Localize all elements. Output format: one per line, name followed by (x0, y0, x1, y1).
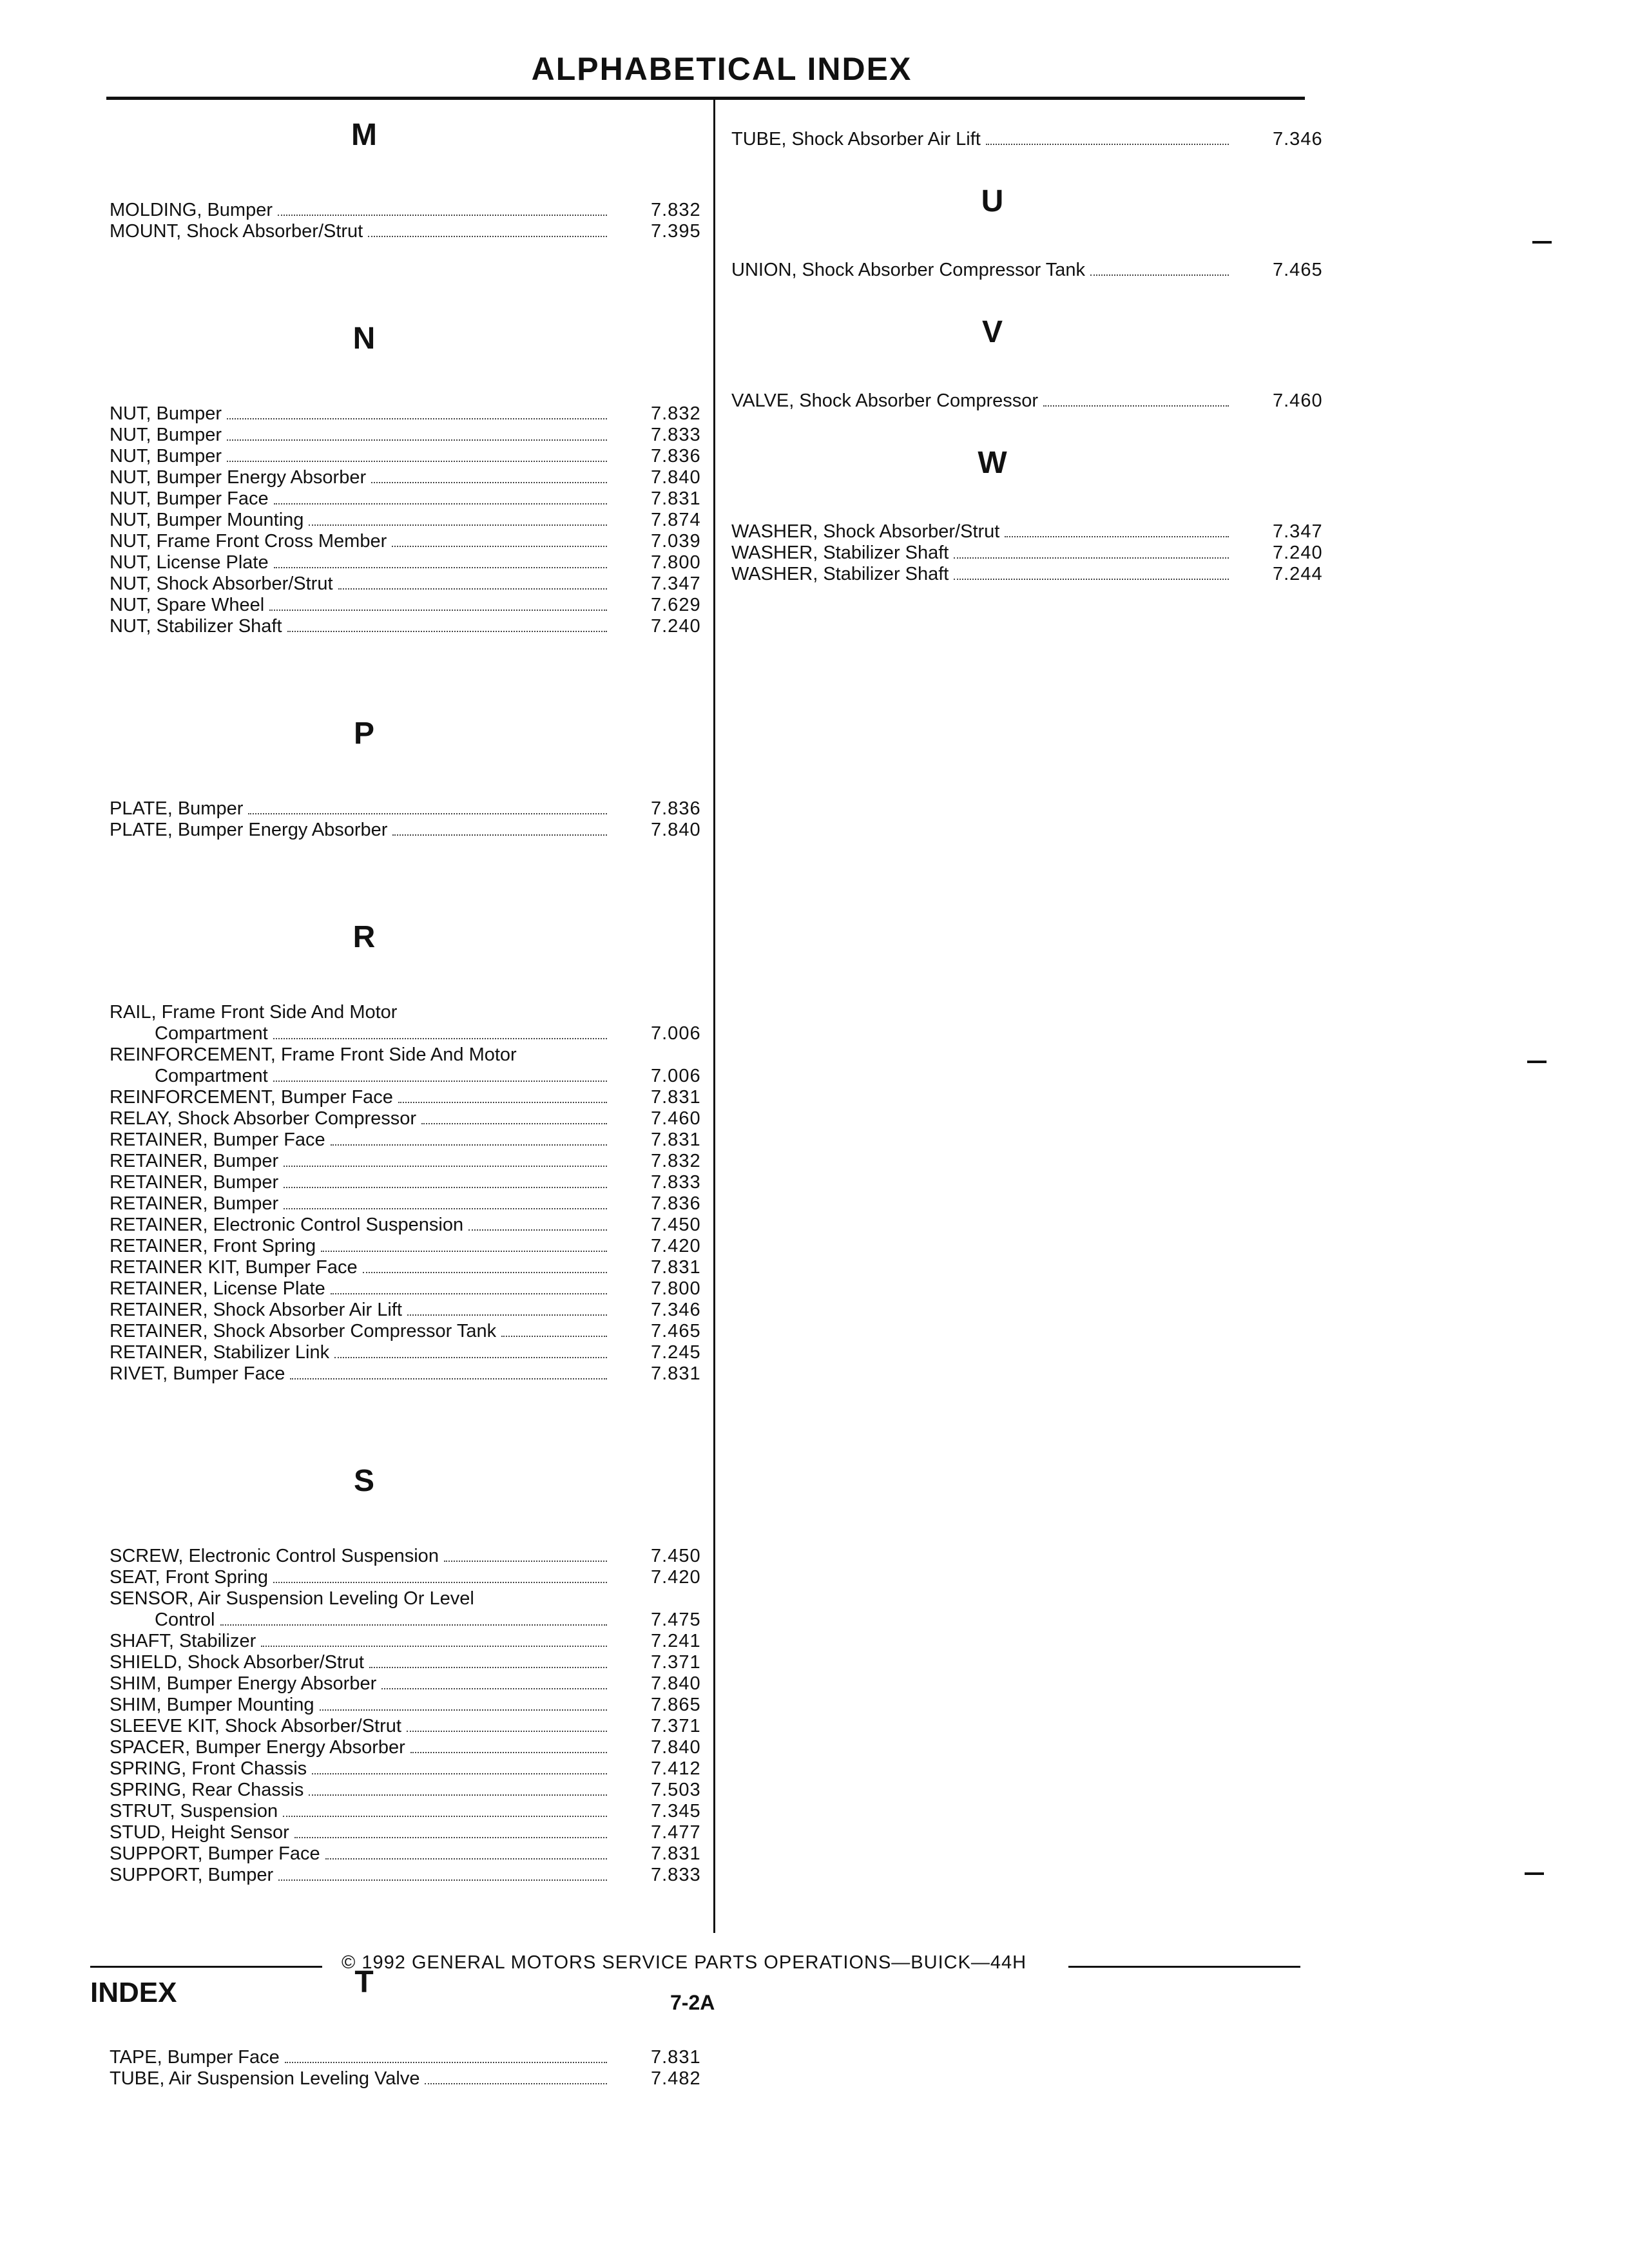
dot-leader (321, 1250, 607, 1252)
list-item (731, 390, 1331, 412)
dot-leader (421, 1122, 607, 1124)
page-number: 7.836 (651, 446, 701, 466)
list-item (110, 1758, 709, 1780)
dot-leader (986, 143, 1229, 145)
list-item-heading (110, 1044, 709, 1066)
list-item (731, 543, 1331, 564)
entry-name: SUPPORT, Bumper (110, 1865, 274, 1885)
section-spacer (110, 1385, 709, 1462)
list-item (110, 510, 709, 531)
list-item (110, 1129, 709, 1151)
dot-leader (425, 2082, 607, 2084)
dot-leader (290, 1378, 607, 1379)
dot-leader (309, 1794, 607, 1796)
dot-leader (227, 460, 607, 462)
page-number: 7.832 (651, 200, 701, 220)
footer-rule-right (1068, 1966, 1300, 1968)
dot-leader (284, 1186, 607, 1188)
list-item (110, 1673, 709, 1695)
index-section (110, 715, 709, 841)
page-number: 7.006 (651, 1023, 701, 1044)
page-number: 7.831 (651, 1363, 701, 1384)
list-item (110, 446, 709, 467)
entry-name: NUT, Spare Wheel (110, 595, 265, 615)
index-section (731, 444, 1331, 585)
dot-leader (407, 1730, 607, 1732)
dot-leader (274, 566, 607, 568)
page-number: 7.346 (651, 1300, 701, 1320)
page-number: 7.832 (651, 1151, 701, 1171)
footer-copyright: © 1992 GENERAL MOTORS SERVICE PARTS OPERATIONS—BUICK—44H (342, 1952, 1027, 1973)
dot-leader (363, 1271, 607, 1273)
entry-name: RETAINER, Bumper (110, 1172, 279, 1193)
list-item (110, 467, 709, 488)
dot-leader (269, 609, 607, 611)
dot-leader (331, 1293, 607, 1294)
page-number: 7.371 (651, 1716, 701, 1736)
entry-name: RAIL, Frame Front Side And Motor (110, 1002, 398, 1023)
dot-leader (398, 1101, 607, 1103)
page-number: 7.412 (651, 1758, 701, 1779)
page-number: 7.460 (651, 1108, 701, 1129)
entry-name: WASHER, Stabilizer Shaft (731, 543, 949, 563)
list-item (110, 1066, 709, 1087)
list-item-heading (110, 1002, 709, 1023)
list-item (110, 403, 709, 425)
entry-name: VALVE, Shock Absorber Compressor (731, 390, 1039, 411)
entry-name: TUBE, Shock Absorber Air Lift (731, 129, 981, 149)
entry-name: NUT, Bumper Energy Absorber (110, 467, 367, 488)
list-item (110, 531, 709, 552)
page-number: 7.840 (651, 467, 701, 488)
entry-name: SHIM, Bumper Mounting (110, 1695, 314, 1715)
entry-name: SENSOR, Air Suspension Leveling Or Level (110, 1588, 474, 1609)
entry-list (731, 390, 1331, 412)
dot-leader (501, 1335, 607, 1337)
entry-name: NUT, Bumper Face (110, 488, 269, 509)
page-number: 7.482 (651, 2068, 701, 2089)
entry-name: NUT, Frame Front Cross Member (110, 531, 387, 552)
entry-name: SUPPORT, Bumper Face (110, 1843, 320, 1864)
page-number: 7.420 (651, 1567, 701, 1588)
list-item (110, 1737, 709, 1758)
dot-leader (468, 1229, 607, 1231)
list-item (110, 1822, 709, 1843)
page-number: 7.503 (651, 1780, 701, 1800)
list-item (110, 1300, 709, 1321)
left-column (110, 116, 709, 2090)
entry-name: NUT, Bumper (110, 425, 222, 445)
dot-leader (273, 1581, 607, 1583)
list-item (110, 488, 709, 510)
list-item (110, 595, 709, 616)
entry-name: SPRING, Rear Chassis (110, 1780, 304, 1800)
dot-leader (1090, 274, 1229, 276)
list-item (110, 2047, 709, 2068)
entry-name: RETAINER, Shock Absorber Compressor Tank (110, 1321, 497, 1341)
list-item (731, 129, 1331, 150)
entry-name: RETAINER, Shock Absorber Air Lift (110, 1300, 402, 1320)
entry-name-continued: Control (155, 1610, 215, 1630)
margin-mark (1532, 241, 1552, 244)
section-letter: V (981, 315, 1003, 349)
entry-name: RETAINER, Bumper (110, 1151, 279, 1171)
section-spacer (731, 281, 1331, 313)
index-section (110, 116, 709, 242)
entry-name: NUT, Shock Absorber/Strut (110, 573, 333, 594)
list-item (110, 1278, 709, 1300)
entry-name: TAPE, Bumper Face (110, 2047, 280, 2068)
page-number: 7.833 (651, 1172, 701, 1193)
section-letter: W (978, 446, 1007, 480)
entry-name: RETAINER, Front Spring (110, 1236, 316, 1256)
entry-name: RELAY, Shock Absorber Compressor (110, 1108, 417, 1129)
dot-leader (227, 418, 607, 419)
list-item (110, 1236, 709, 1257)
page-number: 7.831 (651, 1129, 701, 1150)
dot-leader (273, 1080, 607, 1082)
page-number: 7.039 (651, 531, 701, 552)
column-divider (713, 100, 715, 1933)
index-section (110, 1462, 709, 1886)
list-item (110, 1567, 709, 1588)
dot-leader (331, 1144, 607, 1146)
dot-leader (410, 1751, 607, 1753)
page-number: 7.347 (1273, 521, 1323, 542)
dot-leader (274, 503, 607, 505)
page-number: 7.629 (651, 595, 701, 615)
section-letter: N (352, 322, 376, 356)
page-number: 7.006 (651, 1066, 701, 1086)
list-item (110, 1546, 709, 1567)
right-column (731, 129, 1331, 585)
page-number: 7.245 (651, 1342, 701, 1363)
list-item (110, 1610, 709, 1631)
list-item (110, 1843, 709, 1865)
page-number: 7.477 (651, 1822, 701, 1843)
entry-name-continued: Compartment (155, 1023, 268, 1044)
list-item (110, 798, 709, 820)
footer-rule-left (90, 1966, 322, 1968)
entry-name: NUT, Stabilizer Shaft (110, 616, 282, 637)
page-number: 7.345 (651, 1801, 701, 1821)
page-number: 7.475 (651, 1610, 701, 1630)
entry-name: SHAFT, Stabilizer (110, 1631, 256, 1651)
list-item (110, 1321, 709, 1342)
list-item (110, 1215, 709, 1236)
section-letter: T (354, 1965, 374, 1999)
dot-leader (1043, 405, 1229, 407)
entry-name: MOUNT, Shock Absorber/Strut (110, 221, 363, 242)
dot-leader (368, 235, 607, 237)
entry-name: RETAINER, Stabilizer Link (110, 1342, 330, 1363)
list-item (110, 425, 709, 446)
page-number: 7.874 (651, 510, 701, 530)
page-number: 7.244 (1273, 564, 1323, 584)
list-item (110, 1193, 709, 1215)
page-number: 7.420 (651, 1236, 701, 1256)
page-title: ALPHABETICAL INDEX (531, 51, 912, 87)
page-number: 7.831 (651, 1843, 701, 1864)
dot-leader (320, 1709, 607, 1711)
entry-name: RETAINER KIT, Bumper Face (110, 1257, 358, 1278)
footer-section-label: INDEX (90, 1977, 177, 2008)
page-number: 7.346 (1273, 129, 1323, 149)
list-item-heading (110, 1588, 709, 1610)
entry-name-continued: Compartment (155, 1066, 268, 1086)
entry-name: WASHER, Stabilizer Shaft (731, 564, 949, 584)
dot-leader (444, 1560, 607, 1562)
list-item (110, 552, 709, 573)
index-section (731, 313, 1331, 412)
entry-list (110, 1002, 709, 1385)
page-number: 7.836 (651, 798, 701, 819)
list-item (110, 1023, 709, 1044)
list-item (110, 1087, 709, 1108)
section-spacer (110, 637, 709, 715)
page-number: 7.460 (1273, 390, 1323, 411)
section-spacer (110, 1886, 709, 1963)
page-number: 7.800 (651, 1278, 701, 1299)
entry-name: STRUT, Suspension (110, 1801, 278, 1821)
dot-leader (284, 1207, 607, 1209)
dot-leader (284, 1165, 607, 1167)
dot-leader (285, 2061, 607, 2063)
list-item (110, 1801, 709, 1822)
page-number: 7.833 (651, 425, 701, 445)
dot-leader (325, 1858, 607, 1860)
list-item (110, 1652, 709, 1673)
page-number: 7.831 (651, 488, 701, 509)
entry-name: NUT, License Plate (110, 552, 269, 573)
list-item (110, 1716, 709, 1737)
entry-name: SLEEVE KIT, Shock Absorber/Strut (110, 1716, 401, 1736)
dot-leader (407, 1314, 607, 1316)
page-number: 7.241 (651, 1631, 701, 1651)
dot-leader (278, 1879, 607, 1881)
page-number: 7.831 (651, 2047, 701, 2068)
list-item (110, 820, 709, 841)
dot-leader (287, 630, 607, 632)
list-item (110, 1257, 709, 1278)
list-item (110, 200, 709, 221)
page-number: 7.840 (651, 1737, 701, 1758)
dot-leader (283, 1815, 607, 1817)
page-number: 7.371 (651, 1652, 701, 1673)
dot-leader (227, 439, 607, 441)
entry-name: WASHER, Shock Absorber/Strut (731, 521, 1000, 542)
index-section (110, 320, 709, 637)
section-letter: M (351, 118, 377, 152)
entry-name: RETAINER, Bumper Face (110, 1129, 325, 1150)
section-letter: S (353, 1464, 374, 1498)
entry-list (731, 521, 1331, 585)
page-number: 7.865 (651, 1695, 701, 1715)
page-number: 7.395 (651, 221, 701, 242)
index-section (110, 1963, 709, 2090)
index-section (731, 182, 1331, 281)
list-item (110, 1631, 709, 1652)
entry-list (110, 403, 709, 637)
dot-leader (220, 1624, 608, 1626)
dot-leader (261, 1645, 607, 1647)
entry-name: REINFORCEMENT, Frame Front Side And Motor (110, 1044, 517, 1065)
entry-name: RETAINER, Bumper (110, 1193, 279, 1214)
page-number: 7.836 (651, 1193, 701, 1214)
dot-leader (278, 214, 607, 216)
entry-name: RETAINER, License Plate (110, 1278, 325, 1299)
page-number: 7.831 (651, 1087, 701, 1108)
page-number: 7.465 (651, 1321, 701, 1341)
page-number: 7.240 (651, 616, 701, 637)
dot-leader (392, 545, 607, 547)
entry-name: TUBE, Air Suspension Leveling Valve (110, 2068, 420, 2089)
list-item (110, 573, 709, 595)
list-item (110, 221, 709, 242)
dot-leader (954, 578, 1229, 580)
section-spacer (731, 412, 1331, 444)
entry-list (110, 1546, 709, 1886)
dot-leader (371, 481, 607, 483)
page-number: 7.840 (651, 820, 701, 840)
page-number: 7.833 (651, 1865, 701, 1885)
section-spacer (110, 242, 709, 320)
dot-leader (334, 1356, 607, 1358)
dot-leader (1005, 535, 1229, 537)
list-item (110, 616, 709, 637)
section-letter: U (981, 184, 1004, 218)
list-item (110, 1865, 709, 1886)
entry-name: UNION, Shock Absorber Compressor Tank (731, 260, 1086, 280)
entry-name: NUT, Bumper Mounting (110, 510, 304, 530)
list-item (731, 564, 1331, 585)
dot-leader (312, 1773, 607, 1774)
section-spacer (110, 841, 709, 918)
dot-leader (338, 588, 607, 590)
page-number: 7.465 (1273, 260, 1323, 280)
dot-leader (294, 1836, 607, 1838)
list-item (110, 1172, 709, 1193)
list-item (110, 1108, 709, 1129)
entry-name: SHIELD, Shock Absorber/Strut (110, 1652, 364, 1673)
index-section (731, 129, 1331, 150)
list-item (110, 1342, 709, 1363)
page-number: 7.840 (651, 1673, 701, 1694)
list-item (110, 1363, 709, 1385)
entry-list (731, 129, 1331, 150)
entry-name: STUD, Height Sensor (110, 1822, 289, 1843)
entry-name: SPACER, Bumper Energy Absorber (110, 1737, 405, 1758)
entry-name: PLATE, Bumper (110, 798, 244, 819)
entry-name: RETAINER, Electronic Control Suspension (110, 1215, 464, 1235)
dot-leader (392, 834, 607, 836)
page-number: 7.832 (651, 403, 701, 424)
entry-list (110, 200, 709, 242)
index-section (110, 918, 709, 1385)
dot-leader (369, 1666, 607, 1668)
entry-list (731, 260, 1331, 281)
dot-leader (954, 557, 1229, 559)
page-number: 7.450 (651, 1215, 701, 1235)
dot-leader (309, 524, 607, 526)
dot-leader (273, 1037, 607, 1039)
section-letter: P (353, 716, 374, 751)
list-item (110, 1695, 709, 1716)
section-spacer (731, 150, 1331, 182)
margin-mark (1527, 1061, 1547, 1063)
entry-name: SEAT, Front Spring (110, 1567, 269, 1588)
dot-leader (248, 812, 607, 814)
footer-page-number: 7-2A (670, 1991, 715, 2014)
page-number: 7.347 (651, 573, 701, 594)
entry-name: NUT, Bumper (110, 403, 222, 424)
list-item (110, 1780, 709, 1801)
list-item (110, 2068, 709, 2090)
page-number: 7.450 (651, 1546, 701, 1566)
page-number: 7.800 (651, 552, 701, 573)
entry-name: PLATE, Bumper Energy Absorber (110, 820, 388, 840)
margin-mark (1525, 1872, 1544, 1875)
list-item (731, 521, 1331, 543)
entry-name: SPRING, Front Chassis (110, 1758, 307, 1779)
page-number: 7.831 (651, 1257, 701, 1278)
entry-name: SHIM, Bumper Energy Absorber (110, 1673, 377, 1694)
entry-name: REINFORCEMENT, Bumper Face (110, 1087, 393, 1108)
page-number: 7.240 (1273, 543, 1323, 563)
list-item (110, 1151, 709, 1172)
section-letter: R (352, 920, 376, 954)
entry-name: SCREW, Electronic Control Suspension (110, 1546, 439, 1566)
entry-list (110, 798, 709, 841)
dot-leader (381, 1687, 607, 1689)
title-rule (106, 97, 1305, 100)
entry-name: MOLDING, Bumper (110, 200, 273, 220)
list-item (731, 260, 1331, 281)
entry-name: NUT, Bumper (110, 446, 222, 466)
entry-name: RIVET, Bumper Face (110, 1363, 285, 1384)
entry-list (110, 2047, 709, 2090)
